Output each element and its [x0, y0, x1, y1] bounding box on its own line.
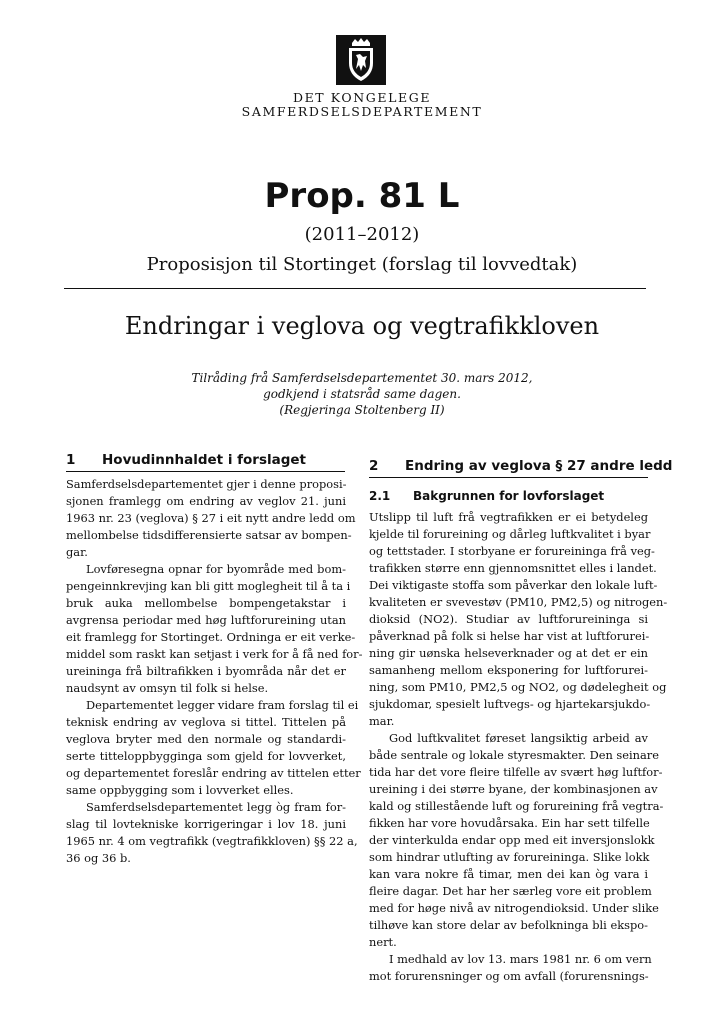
section-number: 2 — [369, 458, 379, 474]
text-line: sjukdomar, spesielt luftvegs- og hjartekarsjukdo- — [369, 697, 651, 711]
session-years: (2011–2012) — [304, 224, 420, 245]
text-line: I medhald av lov 13. mars 1981 nr. 6 om vern — [389, 952, 652, 966]
text-line: Lovføresegna opnar for byområde med bom- — [86, 562, 346, 576]
text-line: 36 og 36 b. — [66, 851, 131, 865]
text-line: 1965 nr. 4 om vegtrafikk (vegtrafikkloven) §§ 22 a, — [66, 834, 358, 848]
ministry-name-line2: SAMFERDSELSDEPARTEMENT — [241, 104, 483, 119]
text-line: veglova bryter med den normale og standardi- — [66, 732, 346, 746]
text-line: tilhøve kan store delar av befolkninga bli ekspo- — [369, 918, 648, 932]
text-line: tida har det vore fleire tilfelle av svært høg luftfor- — [369, 765, 663, 779]
text-line: Utslipp til luft frå vegtrafikken er ei betydeleg — [369, 510, 648, 524]
text-line: slag til lovtekniske korrigeringar i lov 18. juni — [66, 817, 346, 831]
text-line: pengeinnkrevjing kan bli gitt moglegheit til å ta i — [66, 579, 351, 593]
text-line: 1963 nr. 23 (veglova) § 27 i eit nytt andre ledd om — [66, 511, 356, 525]
text-line: bruk auka mellombelse bompengetakstar i — [66, 596, 346, 610]
text-line: teknisk endring av veglova si tittel. Tittelen på — [66, 715, 346, 729]
text-line: kvaliteten er svevestøv (PM10, PM2,5) og nitrogen- — [369, 595, 668, 609]
section-2-rule — [369, 477, 648, 478]
text-line: kjelde til forureining og dårleg luftkvalitet i byar — [369, 527, 651, 541]
text-line: nert. — [369, 935, 397, 949]
text-line: påverknad på folk si helse har vist at luftforurei- — [369, 629, 650, 643]
text-line: avgrensa periodar med høg luftforureining utan — [66, 613, 346, 627]
text-line: trafikken større enn gjennomsnittet elles i landet. — [369, 561, 657, 575]
section-title: Hovudinnhaldet i forslaget — [102, 452, 306, 468]
text-line: ureining i dei større byane, der kombinasjonen av — [369, 782, 658, 796]
text-line: fleire dagar. Det har her særleg vore eit problem — [369, 884, 652, 898]
text-line: Samferdselsdepartementet legg òg fram for- — [86, 800, 346, 814]
document-title: Endringar i veglova og vegtrafikkloven — [124, 312, 600, 340]
text-line: mar. — [369, 714, 395, 728]
text-line: og tettstader. I storbyane er forureininga frå veg- — [369, 544, 655, 558]
recommendation-line: godkjend i statsråd same dagen. — [263, 387, 461, 401]
text-line: middel som raskt kan setjast i verk for å få ned for- — [66, 647, 363, 661]
coat-of-arms-icon — [336, 35, 386, 85]
proposition-title: Prop. 81 L — [264, 176, 460, 216]
text-line: samanheng mellom eksponering for luftforurei- — [369, 663, 648, 677]
text-line: eit framlegg for Stortinget. Ordninga er eit verke- — [66, 630, 356, 644]
section-1-rule — [66, 471, 345, 472]
recommendation-line: Tilråding frå Samferdselsdepartementet 30. mars 2012, — [191, 371, 533, 385]
text-line: kald og stillestående luft og forureining frå vegtra- — [369, 799, 664, 813]
title-divider — [64, 288, 646, 289]
text-line: dioksid (NO2). Studiar av luftforureininga si — [369, 612, 648, 626]
text-line: både sentrale og lokale styresmakter. Den seinare — [369, 748, 659, 762]
text-line: Dei viktigaste stoffa som påverkar den lokale luft- — [369, 578, 658, 592]
text-line: mellombelse tidsdifferensierte satsar av bompen- — [66, 528, 352, 542]
text-line: Departementet legger vidare fram forslag til ei — [86, 698, 359, 712]
text-line: God luftkvalitet føreset langsiktig arbeid av — [389, 731, 648, 745]
text-line: ning, som PM10, PM2,5 og NO2, og dødelegheit og — [369, 680, 667, 694]
text-line: ureininga frå biltrafikken i byområda når det er — [66, 664, 346, 678]
section-2-body — [369, 509, 668, 985]
text-line: Samferdselsdepartementet gjer i denne proposi- — [66, 477, 347, 491]
text-line: fikken har vore hovudårsaka. Ein har sett tilfelle — [369, 816, 650, 830]
proposition-subtitle: Proposisjon til Stortinget (forslag til lovvedtak) — [146, 254, 578, 275]
text-line: som hindrar utlufting av forureininga. Slike lokk — [369, 850, 650, 864]
text-line: kan vara nokre få timar, men dei kan òg vara i — [369, 867, 648, 881]
text-line: same oppbygging som i lovverket elles. — [66, 783, 294, 797]
subsection-number: 2.1 — [369, 489, 391, 503]
ministry-name-line1: DET KONGELEGE — [292, 90, 432, 105]
text-line: ning gir uønska helseverknader og at det er ein — [369, 646, 648, 660]
text-line: mot forurensninger og om avfall (forurensnings- — [369, 969, 649, 983]
text-line: og departementet foreslår endring av tittelen etter — [66, 766, 361, 780]
text-line: serte titteloppbygginga som gjeld for lovverket, — [66, 749, 346, 763]
section-title: Endring av veglova § 27 andre ledd — [405, 458, 673, 474]
subsection-title: Bakgrunnen for lovforslaget — [413, 489, 605, 503]
recommendation-line: (Regjeringa Stoltenberg II) — [279, 403, 445, 417]
text-line: naudsynt av omsyn til folk si helse. — [66, 681, 269, 695]
section-1-body — [66, 476, 363, 867]
text-line: gar. — [66, 545, 88, 559]
text-line: der vinterkulda endar opp med eit inversjonslokk — [369, 833, 655, 847]
text-line: med for høge nivå av nitrogendioksid. Under slike — [369, 901, 659, 915]
section-number: 1 — [66, 452, 76, 468]
text-line: sjonen framlegg om endring av veglov 21. juni — [66, 494, 346, 508]
